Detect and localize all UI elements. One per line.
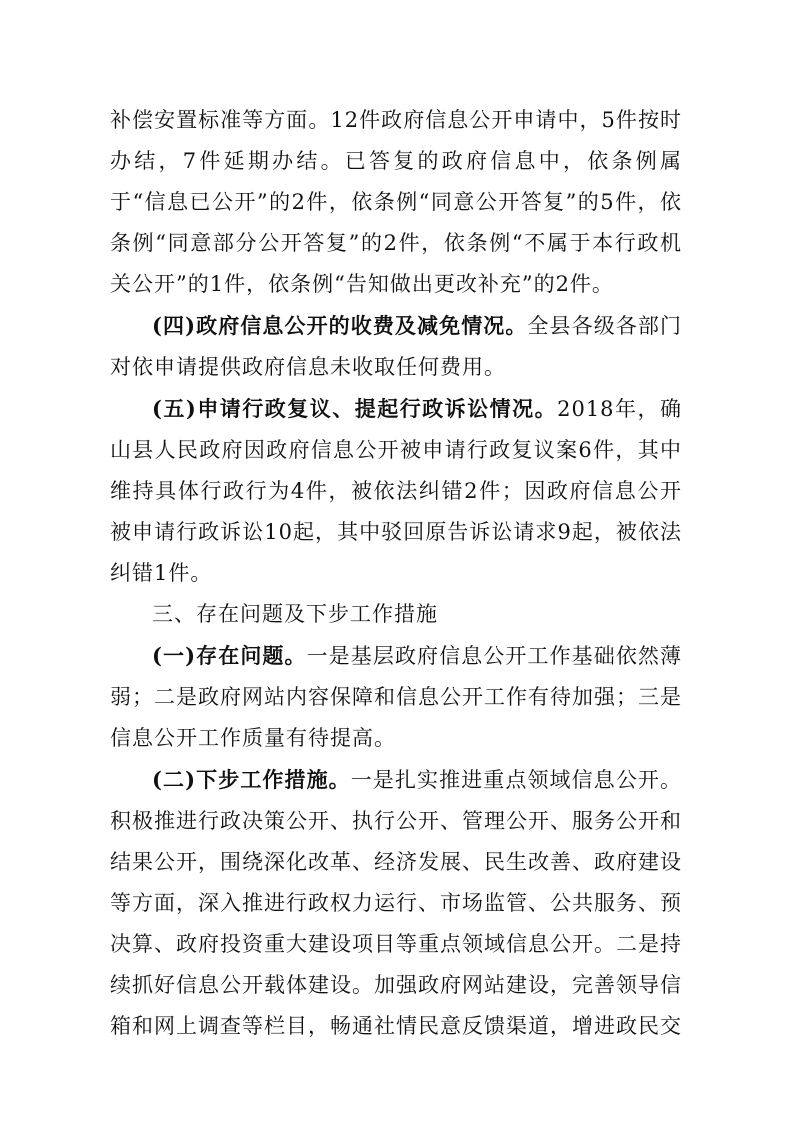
paragraph-text: 补偿安置标准等方面。12件政府信息公开申请中，5件按时办结，7件延期办结。已答复的政府信息中，依条例属于“信息已公开”的2件，依条例“同意公开答复”的5件，依条例“同意部分公开答复”的2件，依条例“不属于本行政机关公开”的1件，依条例“告知做出更改补充”的2件。 [110, 108, 682, 296]
document-body [110, 100, 682, 1047]
chapter-heading-problems-measures [110, 594, 682, 635]
paragraph-text: 2018年，确山县人民政府因政府信息公开被申请行政复议案6件，其中维持具体行政行为4件，被依法纠错2件；因政府信息公开被申请行政诉讼10起，其中驳回原告诉讼请求9起，被依法纠错1件。 [110, 397, 682, 585]
paragraph-next-measures [110, 759, 682, 1047]
paragraph-fees-exemptions [110, 305, 682, 388]
paragraph-text: 全县各级各部门对依申请提供政府信息未收取任何费用。 [110, 314, 682, 379]
section-heading-review: (五)申请行政复议、提起行政诉讼情况。 [152, 396, 558, 421]
section-heading-problems: (一)存在问题。 [152, 643, 307, 668]
paragraph-compensation-results [110, 100, 682, 305]
paragraph-text: 一是扎实推进重点领域信息公开。积极推进行政决策公开、执行公开、管理公开、服务公开和结果公开，围绕深化改革、经济发展、民生改善、政府建设等方面，深入推进行政权力运行、市场监管、公共服务、预决算、政府投资重大建设项目等重点领域信息公开。二是持续抓好信息公开载体建设。加强政府网站建设，完善领导信箱和网上调查等栏目，畅通社情民意反馈渠道，增进政民交 [110, 768, 683, 1038]
section-heading-measures: (二)下步工作措施。 [152, 767, 351, 792]
paragraph-text: 一是基层政府信息公开工作基础依然薄弱；二是政府网站内容保障和信息公开工作有待加强；三是信息公开工作质量有待提高。 [110, 644, 683, 750]
paragraph-existing-problems [110, 635, 682, 759]
section-heading-fees: (四)政府信息公开的收费及减免情况。 [152, 313, 528, 338]
paragraph-review-litigation [110, 388, 682, 594]
chapter-heading-text: 三、存在问题及下步工作措施 [152, 602, 438, 626]
